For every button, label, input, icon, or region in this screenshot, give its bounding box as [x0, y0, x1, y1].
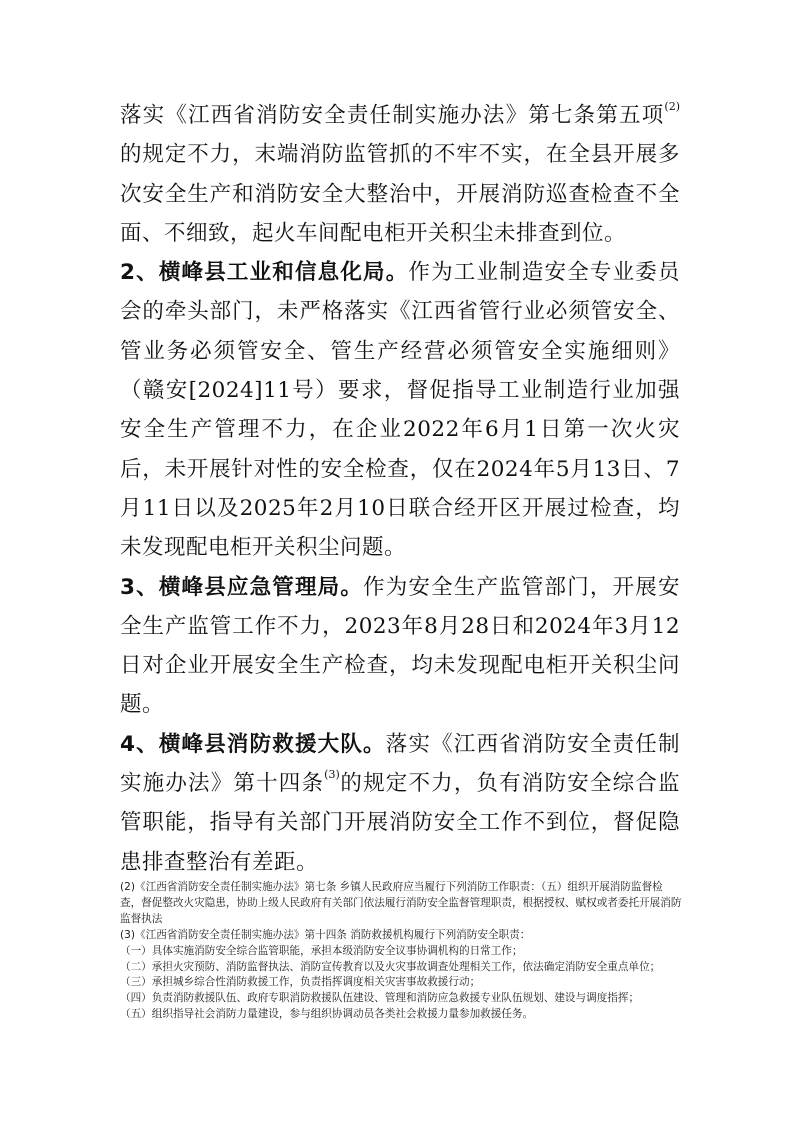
paragraph-text: 落实《江西省消防安全责任制实施办法》第七条第五项: [120, 103, 665, 128]
footnote-item: （二）承担火灾预防、消防监督执法、消防宣传教育以及火灾事故调查处理相关工作，依法确定消防安全重点单位；: [120, 960, 661, 973]
section-heading: 2、横峰县工业和信息化局。: [120, 260, 409, 286]
footnote-2: (2)《江西省消防安全责任制实施办法》第七条 乡镇人民政府应当履行下列消防工作职责：（五）组织开展消防监督检查，督促整改火灾隐患，协助上级人民政府有关部门依法履行消防安全监督管理职责，根据授权、赋权或者委托开展消防监督执法: [120, 881, 682, 925]
footnote-item: （一）具体实施消防安全综合监管职能，承担本级消防安全议事协调机构的日常工作；: [120, 944, 523, 957]
paragraph-text: 的规定不力，负有消防安全综合监管职能，指导有关部门开展消防安全工作不到位，督促隐患排查整治有差距。: [120, 771, 680, 875]
paragraph-text: 的规定不力，末端消防监管抓的不牢不实，在全县开展多次安全生产和消防安全大整治中，开展消防巡查检查不全面、不细致，起火车间配电柜开关积尘未排查到位。: [120, 142, 680, 246]
paragraph-industry-bureau: [120, 253, 680, 567]
footnote-item: （五）组织指导社会消防力量建设，参与组织协调动员各类社会救援力量参加救援任务。: [120, 1008, 534, 1021]
paragraph-fire-rescue: [120, 725, 680, 882]
paragraph-text: 落实《江西省消防安全责任制实施办法》第十四条: [120, 731, 680, 797]
footnote-ref-2: (2): [664, 100, 680, 113]
paragraph-emergency-bureau: [120, 568, 680, 725]
footnote-item: （三）承担城乡综合性消防救援工作，负责指挥调度相关灾害事故救援行动；: [120, 976, 481, 989]
paragraph-township-duty: [120, 96, 680, 253]
paragraph-text: 作为工业制造安全专业委员会的牵头部门，未严格落实《江西省管行业必须管安全、管业务必须管安全、管生产经营必须管安全实施细则》（赣安[2024]11号）要求，督促指导工业制造行业加强安全生产管理不力，在企业2022年6月1日第一次火灾后，未开展针对性的安全检查，仅在2024年5月13日、7月11日以及2025年2月10日联合经开区开展过检查，均未发现配电柜开关积尘问题。: [120, 260, 680, 561]
section-heading: 3、横峰县应急管理局。: [120, 574, 364, 600]
footnote-item: （四）负责消防救援队伍、政府专职消防救援队伍建设、管理和消防应急救援专业队伍规划、建设与调度指挥；: [120, 992, 640, 1005]
footnote-ref-3: (3): [324, 768, 340, 782]
footnote-3: (3)《江西省消防安全责任制实施办法》第十四条 消防救援机构履行下列消防安全职责：: [120, 928, 531, 941]
footnotes: [120, 880, 682, 1023]
paragraph-text: 作为安全生产监管部门，开展安全生产监管工作不力，2023年8月28日和2024年3月12日对企业开展安全生产检查，均未发现配电柜开关积尘问题。: [120, 574, 680, 718]
main-body: [120, 96, 680, 882]
section-heading: 4、横峰县消防救援大队。: [120, 731, 386, 757]
